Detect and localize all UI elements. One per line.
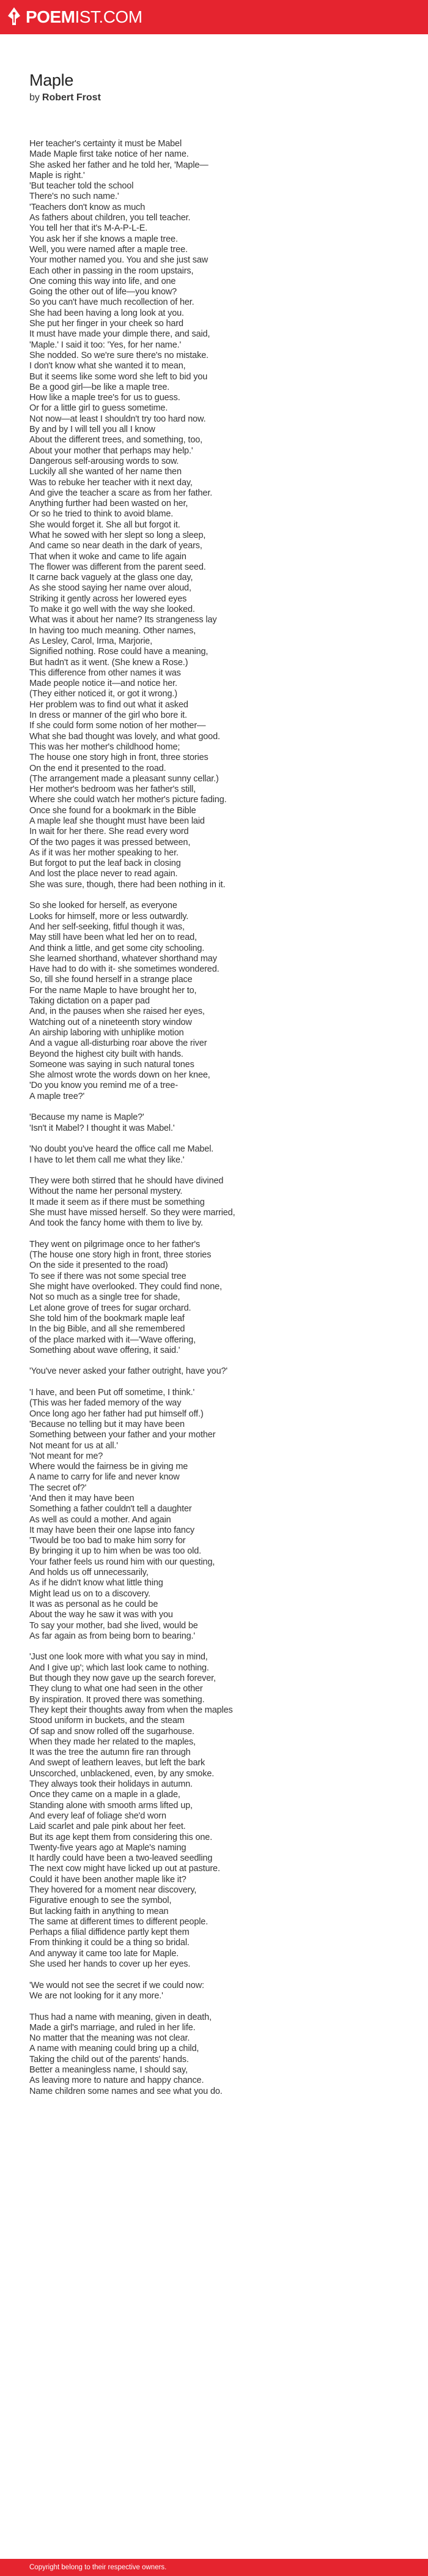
author-link[interactable]: Robert Frost bbox=[42, 92, 101, 103]
logo-text-bold: POEM bbox=[26, 7, 75, 26]
site-header bbox=[0, 0, 428, 34]
copyright-text: Copyright belong to their respective owners. bbox=[29, 2564, 167, 2571]
byline-label: by bbox=[29, 92, 40, 103]
poem-title: Maple bbox=[29, 71, 74, 89]
logo-text-light: IST.COM bbox=[75, 7, 142, 26]
poem-content bbox=[0, 34, 428, 2097]
pen-nib-icon bbox=[6, 7, 22, 28]
site-logo[interactable] bbox=[6, 7, 142, 28]
byline bbox=[29, 92, 428, 103]
site-footer bbox=[0, 2559, 428, 2576]
poem-text: Her teacher's certainty it must be Mabel Made Maple first take notice of her name. She asked her father and he told her, 'Maple— Maple is right.' 'But teacher told the school There's no such name.' 'Teachers don't know as much As fathers about children, you tell teacher. You tell her that it's M-A-P-L-E. You ask her if she knows a maple tree. Well, you were named after a maple tree. Your mother named you. You and she just saw Each other in passing in the room upstairs, One coming this way into life, and one Going the other out of life—you know? So you can't have much recollection of her. She had been having a long look at you. She put her finger in your cheek so hard It must have made your dimple there, and said, 'Maple.' I said it too: 'Yes, for her name.' She nodded. So we're sure there's no mistake. I don't know what she wanted it to mean, But it seems like some word she left to bid you Be a good girl—be like a maple tree. How like a maple tree's for us to guess. Or for a little girl to guess sometime. Not now—at least I shouldn't try too hard now. By and by I will tell you all I know About the different trees, and something, too, About your mother that perhaps may help.' Dangerous self-arousing words to sow. Luckily all she wanted of her name then Was to rebuke her teacher with it next day, And give the teacher a scare as from her father. Anything further had been wasted on her, Or so he tried to think to avoid blame. She would forget it. She all but forgot it. What he sowed with her slept so long a sleep, And came so near death in the dark of years, That when it woke and came to life again The flower was different from the parent seed. It carne back vaguely at the glass one day, As she stood saying her name over aloud, Striking it gently across her lowered eyes To make it go well with the way she looked. What was it about her name? Its strangeness lay In having too much meaning. Other names, As Lesley, Carol, Irma, Marjorie, Signified nothing. Rose could have a meaning, But hadn't as it went. (She knew a Rose.) This difference from other names it was Made people notice it—and notice her. (They either noticed it, or got it wrong.) Her problem was to find out what it asked In dress or manner of the girl who bore it. If she could form some notion of her mother— What she bad thought was lovely, and what good. This was her mother's childhood home; The house one story high in front, three stories On the end it presented to the road. (The arrangement made a pleasant sunny cellar.) Her mother's bedroom was her father's still, Where she could watch her mother's picture fading. Once she found for a bookmark in the Bible A maple leaf she thought must have been laid In wait for her there. She read every word Of the two pages it was pressed between, As if it was her mother speaking to her. But forgot to put the leaf back in closing And lost the place never to read again. She was sure, though, there had been nothing in it. So she looked for herself, as everyone Looks for himself, more or less outwardly. And her self-seeking, fitful though it was, May still have been what led her on to read, And think a little, and get some city schooling. She learned shorthand, whatever shorthand may Have had to do with it- she sometimes wondered. So, till she found herself in a strange place For the name Maple to have brought her to, Taking dictation on a paper pad And, in the pauses when she raised her eyes, Watching out of a nineteenth story window An airship laboring with unhiplike motion And a vague all-disturbing roar above the river Beyond the highest city built with hands. Someone was saying in such natural tones She almost wrote the words down on her knee, 'Do you know you remind me of a tree- A maple tree?' 'Because my name is Maple?' 'Isn't it Mabel? I thought it was Mabel.' 'No doubt you've heard the office call me Mabel. I have to let them call me what they like.' They were both stirred that he should have divined Without the name her personal mystery. It made it seem as if there must be something She must have missed herself. So they were married, And took the fancy home with them to live by. They went on pilgrimage once to her father's (The house one story high in front, three stories On the side it presented to the road) To see if there was not some special tree She might have overlooked. They could find none, Not so much as a single tree for shade, Let alone grove of trees for sugar orchard. She told him of the bookmark maple leaf In the big Bible, and all she remembered of the place marked with it—'Wave offering, Something about wave offering, it said.' 'You've never asked your father outright, have you?' 'I have, and been Put off sometime, I think.' (This was her faded memory of the way Once long ago her father had put himself off.) 'Because no telling but it may have been Something between your father and your mother Not meant for us at all.' 'Not meant for me? Where would the fairness be in giving me A name to carry for life and never know The secret of?' 'And then it may have been Something a father couldn't tell a daughter As well as could a mother. And again It may have been their one lapse into fancy 'Twould be too bad to make him sorry for By bringing it up to him when be was too old. Your father feels us round him with our questing, And holds us off unnecessarily, As if he didn't know what little thing Might lead us on to a discovery. It was as personal as he could be About the way he saw it was with you To say your mother, bad she lived, would be As far again as from being born to bearing.' 'Just one look more with what you say in mind, And I give up'; which last look came to nothing. But though they now gave up the search forever, They clung to what one had seen in the other By inspiration. It proved there was something. They kept their thoughts away from when the maples Stood uniform in buckets, and the steam Of sap and snow rolled off the sugarhouse. When they made her related to the maples, It was the tree the autumn fire ran through And swept of leathern leaves, but left the bark Unscorched, unblackened, even, by any smoke. They always took their holidays in autumn. Once they came on a maple in a glade, Standing alone with smooth arms lifted up, And every leaf of foliage she'd worn Laid scarlet and pale pink about her feet. But its age kept them from considering this one. Twenty-five years ago at Maple's naming It hardly could have been a two-leaved seedling The next cow might have licked up out at pasture. Could it have been another maple like it? They hovered for a moment near discovery, Figurative enough to see the symbol, But lacking faith in anything to mean The same at different times to different people. Perhaps a filial diffidence partly kept them From thinking it could be a thing so bridal. And anyway it came too late for Maple. She used her hands to cover up her eyes. 'We would not see the secret if we could now: We are not looking for it any more.' Thus had a name with meaning, given in death, Made a girl's marriage, and ruled in her life. No matter that the meaning was not clear. A name with meaning could bring up a child, Taking the child out of the parents' hands. Better a meaningless name, I should say, As leaving more to nature and happy chance. Name children some names and see what you do. bbox=[29, 139, 235, 2096]
